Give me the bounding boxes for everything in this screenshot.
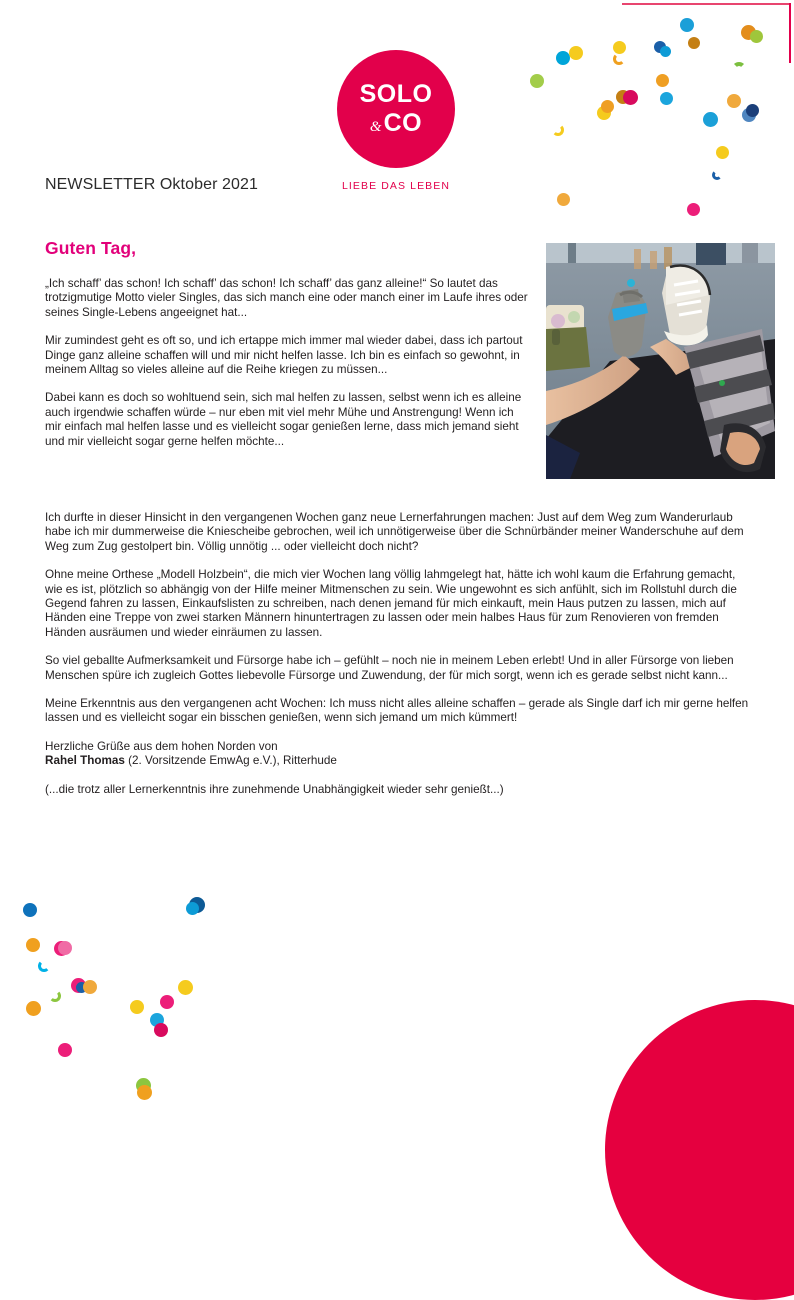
letter-closing xyxy=(45,740,751,769)
paragraph: Dabei kann es doch so wohltuend sein, sich mal helfen zu lassen, selbst wenn ich es alleine auch irgendwie schaffen würde – nur eben mit viel mehr Mühe und Anstrengung! Wenn ich mir einfach mal helfen lasse und es vielleicht sogar genießen lerne, dass mich jemand sieht und mir vielleicht sogar gerne helfen möchte... xyxy=(45,391,522,448)
right-accent-rule xyxy=(789,3,791,63)
confetti-dot xyxy=(557,193,570,206)
confetti-dot xyxy=(732,62,746,76)
confetti-dot xyxy=(83,980,97,994)
confetti-dot xyxy=(750,30,763,43)
confetti-dot xyxy=(601,100,614,113)
confetti-dot xyxy=(716,146,729,159)
confetti-dot xyxy=(556,51,570,65)
confetti-dot xyxy=(160,995,174,1009)
brand-logo xyxy=(337,50,455,192)
confetti-dot xyxy=(137,1085,152,1100)
confetti-dot xyxy=(746,104,759,117)
letter-body-wide xyxy=(45,511,751,811)
signature-role: (2. Vorsitzende EmwAg e.V.), Ritterhude xyxy=(124,754,337,768)
ampersand-icon: & xyxy=(369,119,382,135)
confetti-dot xyxy=(552,124,564,136)
confetti-dot xyxy=(530,74,544,88)
confetti-dot xyxy=(680,18,694,32)
confetti-dot xyxy=(58,1043,72,1057)
newsletter-issue-line: NEWSLETTER Oktober 2021 xyxy=(45,176,259,193)
confetti-dot xyxy=(58,941,72,955)
confetti-dot xyxy=(660,92,673,105)
confetti-dot xyxy=(49,990,61,1002)
confetti-dot xyxy=(26,1001,41,1016)
photo-illustration xyxy=(546,243,775,479)
paragraph: Mir zumindest geht es oft so, und ich ertappe mich immer mal wieder dabei, dass ich partout Dinge ganz alleine schaffen will und mir nicht helfen lasse. Ich bin es einfach so gewohnt, in meinem Alltag so vieles alleine auf die Reihe kriegen zu müssen... xyxy=(45,334,523,377)
confetti-dot xyxy=(154,1023,168,1037)
confetti-dot xyxy=(727,94,741,108)
confetti-dot xyxy=(178,980,193,995)
signature-name: Rahel Thomas xyxy=(45,754,125,768)
brand-tagline: LIEBE DAS LEBEN xyxy=(341,180,451,192)
logo-word-solo: SOLO xyxy=(359,80,433,108)
article-photo xyxy=(546,243,775,479)
letter-body-narrow xyxy=(45,277,532,463)
confetti-dot xyxy=(186,902,199,915)
confetti-dot xyxy=(613,53,625,65)
confetti-dot xyxy=(130,1000,144,1014)
paragraph: Ohne meine Orthese „Modell Holzbein“, die mich vier Wochen lang völlig lahmgelegt hat, hätte ich wohl kaum die Erfahrung gemacht, wie es ist, plötzlich so abhängig von der Hilfe meiner Mitmenschen zu sein. Wie ungewohnt es sich anfühlt, sich im Rollstuhl durch die Gegend fahren zu lassen, Einkaufslisten zu schreiben, nach denen jemand für mich einkauft, mein Haus putzen zu lassen, mich auf Händen eine Treppe von zwei starken Männern hinuntertragen zu lassen oder mein halbes Haus für zum Renovieren von fremden Händen ausräumen und wieder einräumen zu lassen. xyxy=(45,568,737,639)
logo-word-co-row xyxy=(370,111,422,136)
page-title: Guten Tag, xyxy=(45,238,137,258)
confetti-dot xyxy=(656,74,669,87)
logo-word-co: CO xyxy=(383,109,423,137)
confetti-dot xyxy=(703,112,718,127)
closing-line: Herzliche Grüße aus dem hohen Norden von xyxy=(45,739,278,753)
confetti-dot xyxy=(23,903,37,917)
postscript: (...die trotz aller Lernerkenntnis ihre zunehmende Unabhängigkeit wieder sehr genießt...) xyxy=(45,782,504,796)
logo-circle xyxy=(337,50,455,168)
paragraph: „Ich schaff’ das schon! Ich schaff’ das schon! Ich schaff’ das ganz alleine!“ So lautet das trotzigmutige Motto vieler Singles, das sich manch eine oder manch einer im Laufe ihres oder seines Single-Lebens angeeignet hat... xyxy=(45,277,528,319)
paragraph: So viel geballte Aufmerksamkeit und Fürsorge habe ich – gefühlt – noch nie in meinem Leben erlebt! Und in aller Fürsorge von lieben Menschen spüre ich zugleich Gottes liebevolle Fürsorge und Zuwendung, der für mich sorgt, wenn ich es gerade selbst nicht kann... xyxy=(45,654,734,682)
confetti-dot xyxy=(688,37,700,49)
confetti-dot xyxy=(569,46,583,60)
corner-circle-decoration xyxy=(605,1000,794,1300)
confetti-dot xyxy=(623,90,638,105)
top-accent-rule xyxy=(622,3,790,5)
confetti-dot xyxy=(660,46,671,57)
paragraph: Ich durfte in dieser Hinsicht in den vergangenen Wochen ganz neue Lernerfahrungen machen: Just auf dem Weg zum Wanderurlaub habe ich mir dummerweise die Kniescheibe gebrochen, weil ich unnötigerweise über die Schnürbänder meiner Wanderschuhe auf dem Weg zum Zug gestolpert bin. Völlig unnötig ... oder vielleicht doch nicht? xyxy=(45,511,744,553)
paragraph: Meine Erkenntnis aus den vergangenen acht Wochen: Ich muss nicht alles alleine schaffen – gerade als Single darf ich mir gerne helfen lassen und es vielleicht sogar ein bisschen genießen, wenn sich jemand um mich kümmert! xyxy=(45,697,749,725)
confetti-dot xyxy=(712,170,722,180)
confetti-dot xyxy=(687,203,700,216)
confetti-dot xyxy=(38,960,50,972)
confetti-dot xyxy=(26,938,40,952)
